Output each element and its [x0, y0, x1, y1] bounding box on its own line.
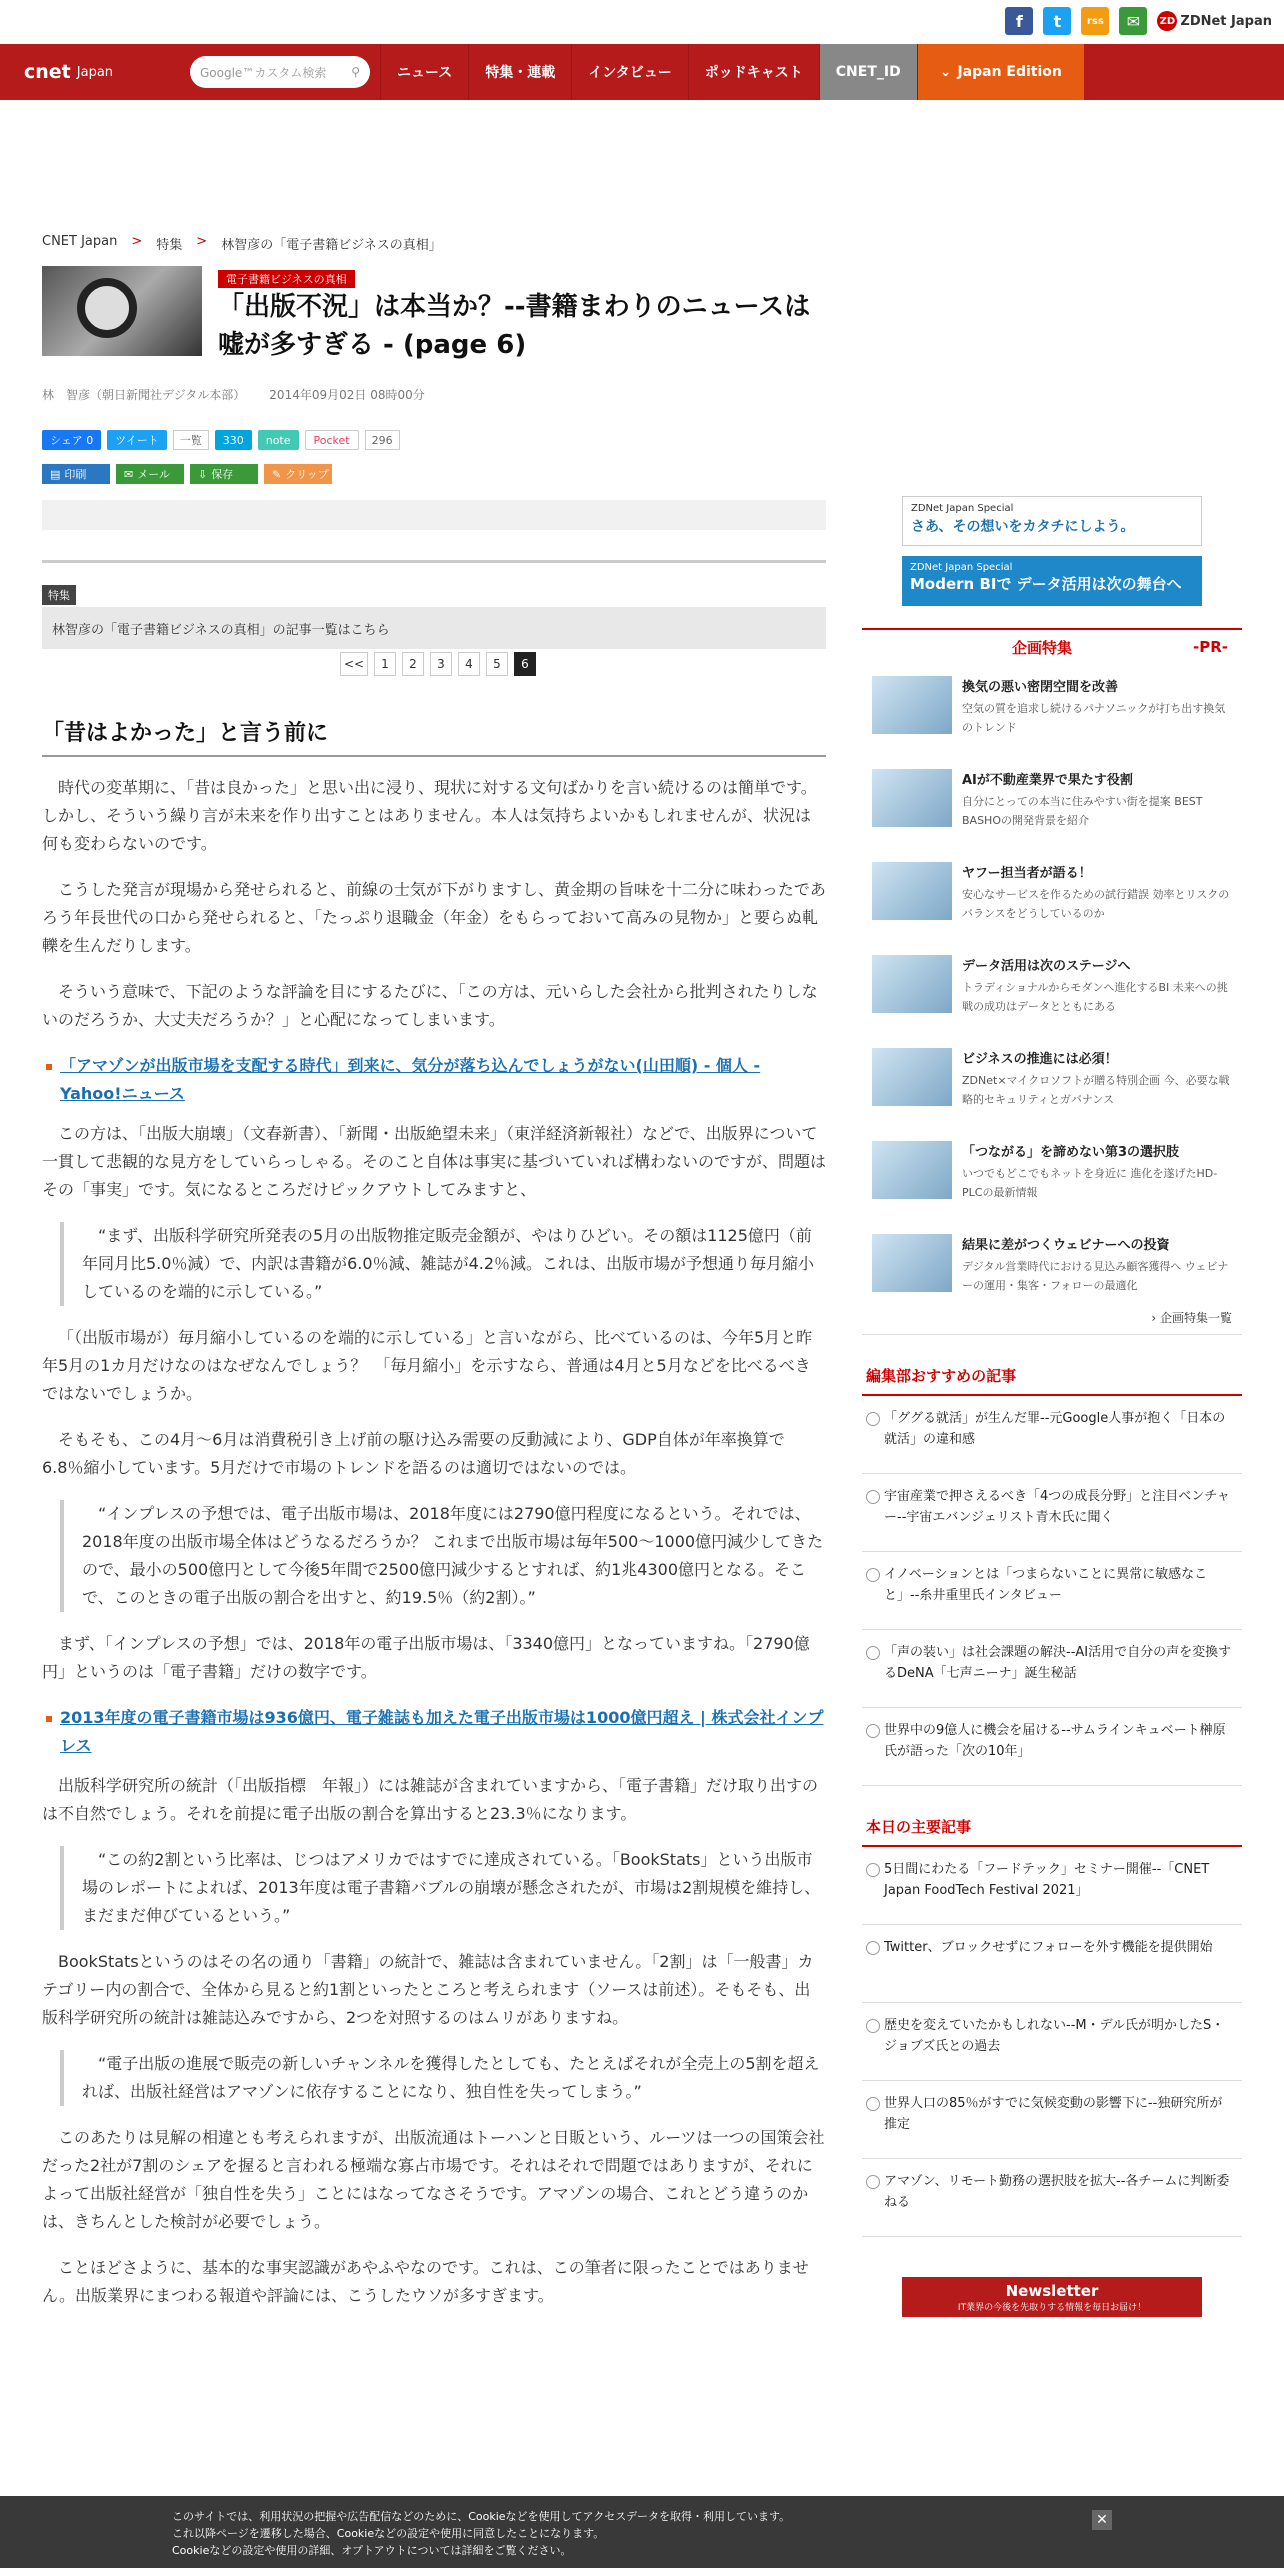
nav-podcast[interactable]: ポッドキャスト [688, 44, 819, 100]
date: 2014年09月02日 08時00分 [269, 388, 425, 402]
print-label: 印刷 [64, 468, 87, 481]
kikaku-image [872, 769, 952, 827]
print-button[interactable] [42, 464, 110, 484]
social-links [1005, 7, 1272, 35]
logo-text: cnet [24, 61, 71, 83]
close-icon[interactable]: ✕ [1092, 2510, 1112, 2530]
zdnet-logo-icon: ZD [1157, 11, 1177, 31]
main-nav [0, 44, 1284, 100]
clip-button[interactable] [264, 464, 332, 484]
kikaku-item-title: ビジネスの推進には必須！ [962, 1052, 1118, 1067]
quote [60, 1222, 826, 1306]
pocket-button[interactable]: Pocket [305, 430, 359, 450]
mail-label: メール [137, 468, 170, 481]
newsletter-title: Newsletter [1005, 2281, 1099, 2300]
search-wrap [150, 44, 380, 100]
pocket-count: 296 [365, 430, 400, 450]
banner-title: Modern BIで データ活用は次の舞台へ [910, 575, 1182, 593]
paragraph: そもそも、この4月～6月は消費税引き上げ前の駆け込み需要の反動減により、GDP自体が年率換算で6.8％縮小しています。5月だけで市場のトレンドを語るのは適切ではないのでは。 [42, 1430, 785, 1477]
cookie-line: このサイトでは、利用状況の把握や広告配信などのために、Cookieなどを使用してアクセスデータを取得・利用しています。 [172, 2510, 791, 2523]
kikaku-image [872, 1141, 952, 1199]
facebook-share-button[interactable]: シェア 0 [42, 430, 101, 450]
page-5[interactable]: 5 [486, 652, 508, 676]
kikaku-item-desc: 安心なサービスを作るための試行錯誤 効率とリスクのバランスをどうしているのか [962, 888, 1230, 920]
paragraph: BookStatsというのはその名の通り「書籍」の統計で、雑誌は含まれていません。「2割」は「一般書」カテゴリー内の割合で、全体から見ると約1割といったところと考えられます（ソースは前述）。そもそも、出版科学研究所の統計は雑誌込みですから、2つを対照するのはムリがありますね。 [42, 1952, 814, 2027]
recommend-item[interactable]: 「声の装い」は社会課題の解決--AI活用で自分の声を変換するDeNA「七声ニーナ」誕生秘話 [862, 1630, 1242, 1708]
tweet-list-link[interactable]: 一覧 [173, 430, 209, 450]
article-thumbnail [42, 266, 202, 356]
paragraph: まず、「インプレスの予想」では、2018年の電子出版市場は、「3340億円」となっていますね。「2790億円」というのは「電子書籍」だけの数字です。 [42, 1634, 810, 1681]
recommend-item[interactable]: 「ググる就活」が生んだ罪--元Google人事が抱く「日本の就活」の違和感 [862, 1396, 1242, 1474]
today-item[interactable]: 歴史を変えていたかもしれない--M・デル氏が明かしたS・ジョブズ氏との過去 [862, 2003, 1242, 2081]
kikaku-item-title: AIが不動産業界で果たす役割 [962, 773, 1133, 788]
nav-interview[interactable]: インタビュー [571, 44, 687, 100]
quote [60, 2050, 826, 2106]
reference-link-text[interactable]: 2013年度の電子書籍市場は936億円、電子雑誌も加えた電子出版市場は1000億円超え | 株式会社インプレス [60, 1708, 824, 1755]
kikaku-item-title: データ活用は次のステージへ [962, 959, 1131, 974]
zdnet-label: ZDNet Japan [1180, 13, 1272, 29]
kikaku-item-title: 「つながる」を諦めない第3の選択肢 [962, 1145, 1180, 1160]
recommend-section [862, 1361, 1242, 1786]
paragraph: こうした発言が現場から発せられると、前線の士気が下がりますし、黄金期の旨味を十二分に味わったであろう年長世代の口から発せられると、「たっぷり退職金（年金）をもらっておいて高みの見物か」と要らぬ軋轢を生んだりします。 [42, 880, 826, 955]
search-input[interactable] [190, 56, 370, 88]
paragraph: そういう意味で、下記のような評論を目にするたびに、「この方は、元いらした会社から批判されたりしないのだろうか、大丈夫だろうか？」と心配になってしまいます。 [42, 982, 818, 1029]
newsletter-banner[interactable] [902, 2277, 1202, 2317]
logo-sub: Japan [76, 64, 114, 80]
kikaku-item-title: 結果に差がつくウェビナーへの投資 [962, 1238, 1170, 1253]
kikaku-more-label: 企画特集一覧 [1159, 1311, 1232, 1325]
search-icon[interactable]: ⚲ [351, 65, 360, 79]
reference-link-text[interactable]: 「アマゾンが出版市場を支配する時代」到来に、気分が落ち込んでしょうがない(山田順) - 個人 - Yahoo!ニュース [60, 1056, 761, 1103]
page-prev[interactable]: << [340, 652, 368, 676]
clip-label: クリップ [285, 468, 329, 481]
chevron-down-icon: ⌄ [939, 64, 952, 80]
save-label: 保存 [211, 468, 234, 481]
article-title: 「出版不況」は本当か？--書籍まわりのニュースは嘘が多すぎる - (page 6) [218, 292, 811, 360]
newsletter-sub: IT業界の今後を先取りする情報を毎日お届け！ [957, 2302, 1147, 2313]
kikaku-image [872, 676, 952, 734]
kikaku-item[interactable] [862, 1129, 1242, 1222]
download-icon: ⇩ [198, 467, 208, 481]
kikaku-image [872, 1048, 952, 1106]
search-placeholder: Google™カスタム検索 [200, 65, 327, 80]
pr-label: -PR- [1193, 638, 1228, 656]
banner-zdnet-special-1[interactable] [902, 496, 1202, 546]
series-tag[interactable]: 電子書籍ビジネスの真相 [218, 270, 355, 288]
zdnet-link[interactable] [1157, 11, 1272, 31]
banner-small: ZDNet Japan Special [910, 562, 1013, 573]
breadcrumb-series[interactable]: 林智彦の「電子書籍ビジネスの真相」 [221, 238, 442, 253]
recommend-item[interactable]: イノベーションとは「つまらないことに異常に敏感なこと」--糸井重里氏インタビュー [862, 1552, 1242, 1630]
sidebar [862, 496, 1242, 2317]
quote-text: “インプレスの予想では、電子出版市場は、2018年度には2790億円程度になるという。それでは、2018年度の出版市場全体はどうなるだろうか？ これまで出版市場は毎年500～1000億円減少してきたので、最小の500億円として今後5年間で2500億円減少するとすれば、約1兆4300億円となる。そこで、このときの電子出版の割合を出すと、約19.5％（約2割）。” [82, 1504, 824, 1607]
print-icon: ▤ [50, 467, 61, 481]
section-heading: 「昔はよかった」と言う前に [42, 716, 826, 757]
share-bar [42, 430, 400, 450]
page-3[interactable]: 3 [430, 652, 452, 676]
facebook-icon[interactable]: f [1005, 7, 1033, 35]
nav-news[interactable]: ニュース [380, 44, 468, 100]
kikaku-item[interactable] [862, 1222, 1242, 1315]
page-4[interactable]: 4 [458, 652, 480, 676]
banner-zdnet-special-2[interactable] [902, 556, 1202, 606]
breadcrumb-sep-icon: > [131, 234, 143, 249]
twitter-icon[interactable]: t [1043, 7, 1071, 35]
breadcrumb-feature[interactable]: 特集 [156, 238, 183, 253]
mail-icon: ✉ [124, 467, 134, 481]
today-item[interactable]: Twitter、ブロックせずにフォローを外す機能を提供開始 [862, 1925, 1242, 2003]
quote-text: “まず、出版科学研究所発表の5月の出版物推定販売金額が、やはりひどい。その額は1125億円（前年同月比5.0％減）で、内訳は書籍が6.0％減、雑誌が4.2％減。これは、出版市場が予想通り毎月縮小しているのを端的に示している。” [82, 1226, 815, 1301]
save-button[interactable] [190, 464, 258, 484]
series-link[interactable]: 林智彦の「電子書籍ビジネスの真相」の記事一覧はこちら [42, 607, 826, 649]
paragraph: このあたりは見解の相違とも考えられますが、出版流通はトーハンと日販という、ルーツは一つの国策会社だった2社が7割のシェアを握ると言われる極端な寡占市場です。それはそれで問題ではありますが、それによって出版社経営が「独自性を失う」ことにはなってなさそうです。アマゾンの場合、これとどう違うのかは、きちんとした検討が必要でしょう。 [42, 2128, 825, 2231]
paragraph: 出版科学研究所の統計（「出版指標 年報」）には雑誌が含まれていますから、「電子書籍」だけ取り出すのは不自然でしょう。それを前提に電子出版の割合を算出すると23.3％になります。 [42, 1776, 819, 1823]
kikaku-item[interactable] [862, 943, 1242, 1036]
nav-japan-edition[interactable] [917, 44, 1084, 100]
banner-title: さあ、その想いをカタチにしよう。 [911, 519, 1135, 535]
kikaku-item-desc: 空気の質を追求し続けるパナソニックが打ち出す換気のトレンド [962, 702, 1226, 734]
top-bar [0, 0, 1284, 44]
kikaku-item-desc: トラディショナルからモダンへ進化するBI 未来への挑戦の成功はデータとともにある [962, 981, 1228, 1013]
mail-button[interactable] [116, 464, 184, 484]
cnet-logo[interactable] [0, 44, 150, 100]
note-button[interactable]: note [258, 430, 299, 450]
kikaku-title: 企画特集 [1012, 638, 1073, 657]
recommend-item[interactable]: 宇宙産業で押さえるべき「4つの成長分野」と注目ベンチャー--宇宙エバンジェリスト青木氏に聞く [862, 1474, 1242, 1552]
paragraph: 時代の変革期に、「昔は良かった」と思い出に浸り、現状に対する文句ばかりを言い続けるのは簡単です。しかし、そういう繰り言が未来を作り出すことはありません。本人は気持ちよいかもしれませんが、状況は何も変わらないのです。 [42, 778, 817, 853]
breadcrumb [42, 234, 442, 253]
article-body [42, 774, 826, 2328]
kikaku-item[interactable] [862, 757, 1242, 850]
cookie-line: Cookieなどの設定や使用の詳細、オプトアウトについては詳細をご覧ください。 [172, 2544, 572, 2557]
series-box [42, 560, 826, 649]
kikaku-item-title: ヤフー担当者が語る！ [962, 866, 1092, 881]
paragraph: この方は、「出版大崩壊」（文春新書）、「新聞・出版絶望未来」（東洋経済新報社）などで、出版界について一貫して悲観的な見方をしていらっしゃる。そのこと自体は事実に基づいていれば構わないのですが、問題はその「事実」です。気になるところだけピックアウトしてみますと、 [42, 1124, 827, 1199]
nav-cnet-id[interactable]: CNET_ID [819, 44, 917, 100]
kikaku-item[interactable] [862, 664, 1242, 757]
paragraph: ことほどさように、基本的な事実認識があやふやなのです。これは、この筆者に限ったことではありません。出版業界にまつわる報道や評論には、こうしたウソが多すぎます。 [42, 2258, 809, 2305]
author: 林 智彦（朝日新聞社デジタル本部） [42, 388, 246, 402]
mail-icon[interactable]: ✉ [1119, 7, 1147, 35]
quote-text: “電子出版の進展で販売の新しいチャンネルを獲得したとしても、たとえばそれが全売上の5割を超えれば、出版社経営はアマゾンに依存することになり、独自性を失ってしまう。” [82, 2054, 820, 2101]
hatena-button[interactable]: 330 [215, 430, 252, 450]
kikaku-image [872, 1234, 952, 1292]
quote [60, 1500, 826, 1612]
cookie-line: これ以降ページを遷移した場合、Cookieなどの設定や使用に同意したことになります。 [172, 2527, 605, 2540]
page-1[interactable]: 1 [374, 652, 396, 676]
chevron-right-icon: › [1151, 1311, 1160, 1325]
reference-link[interactable] [42, 1052, 826, 1108]
recommend-item[interactable]: 世界中の9億人に機会を届ける--サムラインキュベート榊原氏が語った「次の10年」 [862, 1708, 1242, 1786]
series-label: 特集 [42, 585, 76, 605]
today-section [862, 1812, 1242, 2237]
kikaku-image [872, 955, 952, 1013]
quote-text: “この約2割という比率は、じつはアメリカではすでに達成されている。「BookStats」という出版市場のレポートによれば、2013年度は電子書籍バブルの崩壊が懸念されたが、市場は2割規模を維持し、まだまだ伸びているという。” [82, 1850, 821, 1925]
japan-edition-label: Japan Edition [957, 64, 1062, 80]
tweet-button[interactable]: ツイート [107, 430, 166, 450]
kikaku-item-desc: 自分にとっての本当に住みやすい街を提案 BEST BASHOの開発背景を紹介 [962, 795, 1203, 827]
breadcrumb-home[interactable]: CNET Japan [42, 234, 118, 249]
page-6-current: 6 [514, 652, 536, 676]
kikaku-item-desc: いつでもどこでもネットを身近に 進化を遂げたHD-PLCの最新情報 [962, 1167, 1218, 1199]
breadcrumb-sep-icon: > [196, 234, 208, 249]
kikaku-item[interactable] [862, 850, 1242, 943]
recommend-title: 編集部おすすめの記事 [862, 1361, 1242, 1396]
kikaku-item[interactable] [862, 1036, 1242, 1129]
kikaku-image [872, 862, 952, 920]
today-title: 本日の主要記事 [862, 1812, 1242, 1847]
today-item[interactable]: アマゾン、リモート勤務の選択肢を拡大--各チームに判断委ねる [862, 2159, 1242, 2237]
ad-band [42, 500, 826, 530]
today-item[interactable]: 5日間にわたる「フードテック」セミナー開催--「CNET Japan FoodTech Festival 2021」 [862, 1847, 1242, 1925]
today-item[interactable]: 世界人口の85％がすでに気候変動の影響下に--独研究所が推定 [862, 2081, 1242, 2159]
kikaku-item-desc: デジタル営業時代における見込み顧客獲得へ ウェビナーの運用・集客・フォローの最適化 [962, 1260, 1229, 1292]
byline [42, 386, 425, 403]
kikaku-header [862, 628, 1242, 664]
kikaku-item-desc: ZDNet×マイクロソフトが贈る特別企画 今、必要な戦略的セキュリティとガバナンス [962, 1074, 1230, 1106]
kikaku-item-title: 換気の悪い密閉空間を改善 [962, 680, 1119, 695]
quote [60, 1846, 826, 1930]
pagination [340, 652, 536, 676]
paragraph: 「（出版市場が）毎月縮小しているのを端的に示している」と言いながら、比べているのは、今年5月と昨年5月の1カ月だけなのはなぜなんでしょう？ 「毎月縮小」を示すなら、普通は4月と5月などを比べるべきではないでしょうか。 [42, 1328, 813, 1403]
tool-bar [42, 464, 332, 484]
banner-small: ZDNet Japan Special [911, 503, 1014, 514]
rss-icon[interactable]: rss [1081, 7, 1109, 35]
nav-features[interactable]: 特集・連載 [468, 44, 571, 100]
page-2[interactable]: 2 [402, 652, 424, 676]
reference-link[interactable] [42, 1704, 826, 1760]
clip-icon: ✎ [272, 467, 282, 481]
cookie-notice [0, 2496, 1284, 2568]
